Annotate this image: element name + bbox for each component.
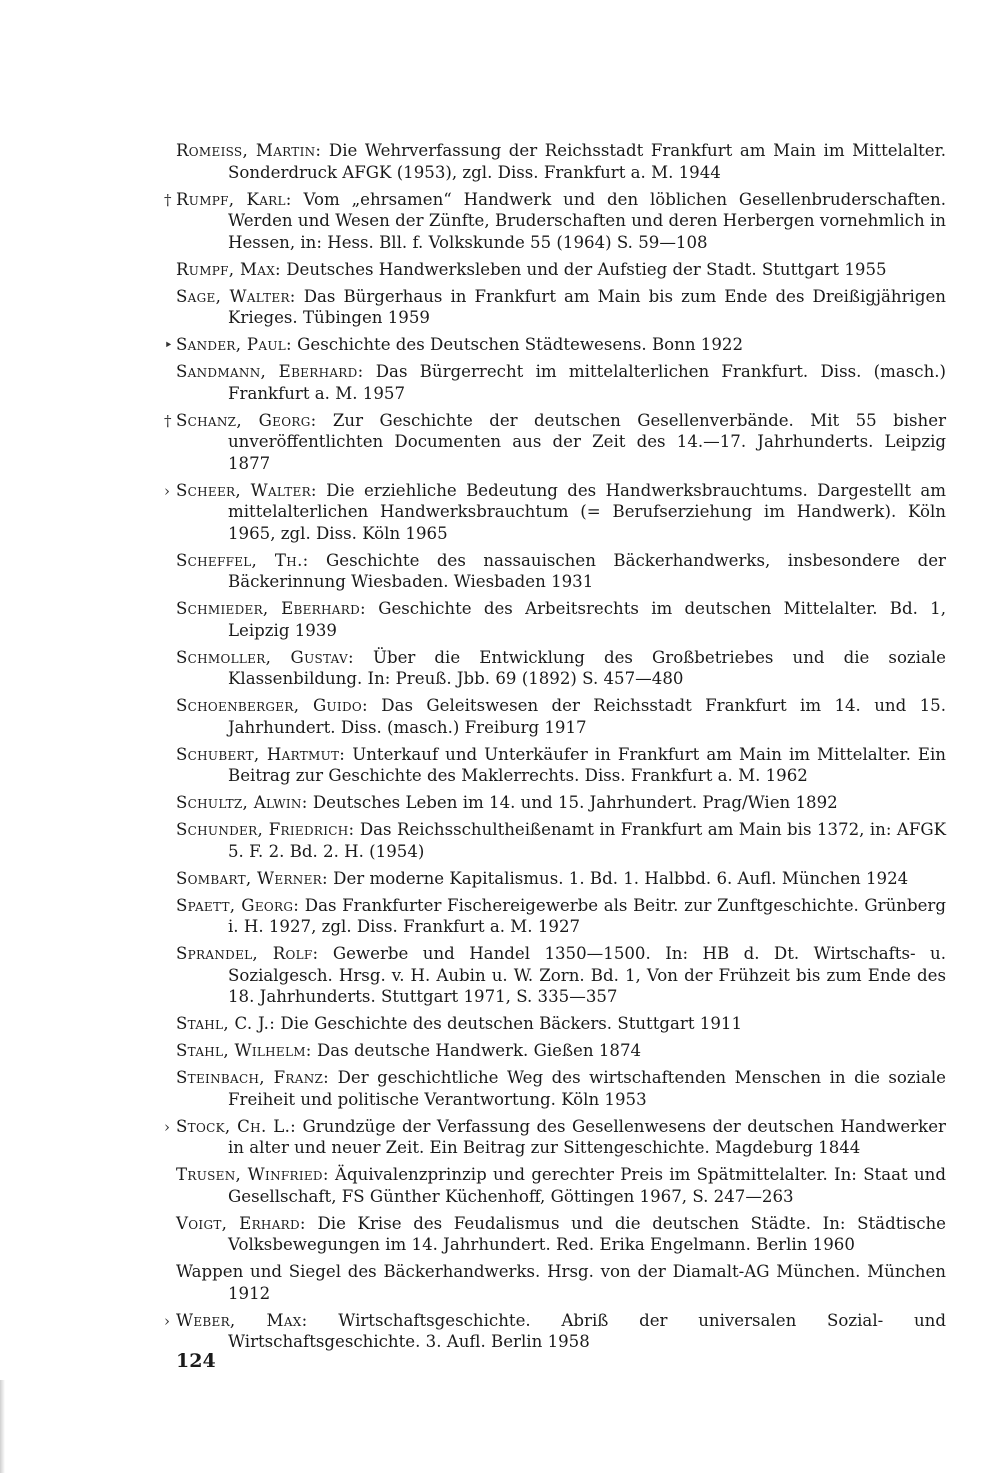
entry-text: Äquivalenzprinzip und gerechter Preis im Spätmittelalter. In: Staat und Gesellschaft, FS Günther Küchenhoff, Göttingen 1967, S. 247—263 bbox=[228, 1165, 946, 1206]
entry-author: Romeiss, Martin: bbox=[176, 141, 322, 160]
entry-author: Schunder, Friedrich: bbox=[176, 820, 355, 839]
entry-author: Sombart, Werner: bbox=[176, 868, 328, 888]
bibliography-entry bbox=[176, 1261, 946, 1304]
entry-author: Stahl, C. J.: bbox=[176, 1014, 276, 1033]
entry-text: Das Frankfurter Fischereigewerbe als Beitr. zur Zunftgeschichte. Grünberg i. H. 1927, zgl. Diss. Frankfurt a. M. 1927 bbox=[228, 895, 946, 936]
entry-text: Geschichte des nassauischen Bäckerhandwerks, insbesondere der Bäckerinnung Wiesbaden. Wiesbaden 1931 bbox=[228, 550, 946, 591]
bibliography-entry bbox=[176, 550, 946, 593]
bibliography-entry bbox=[176, 819, 946, 862]
bibliography-entry bbox=[176, 695, 946, 738]
entry-text: Das deutsche Handwerk. Gießen 1874 bbox=[311, 1041, 642, 1060]
bibliography-entry bbox=[176, 1164, 946, 1207]
bibliography-entry bbox=[176, 868, 946, 890]
entry-author: Stahl, Wilhelm: bbox=[176, 1041, 312, 1060]
bibliography-entry bbox=[176, 943, 946, 1008]
bibliography-entry bbox=[176, 598, 946, 641]
entry-text: Unterkauf und Unterkäufer in Frankfurt am Main im Mittelalter. Ein Beitrag zur Geschichte des Maklerrechts. Diss. Frankfurt a. M. 1962 bbox=[228, 744, 946, 785]
bibliography-entry bbox=[176, 895, 946, 938]
entry-text: Gewerbe und Handel 1350—1500. In: HB d. Dt. Wirtschafts- u. Sozialgesch. Hrsg. v. H. Aubin u. W. Zorn. Bd. 1, Von der Frühzeit bis zum Ende des 18. Jahrhunderts. Stuttgart 1971, S. 335—357 bbox=[228, 944, 946, 1006]
bibliography-entry bbox=[176, 1040, 946, 1062]
entry-text: Wappen und Siegel des Bäckerhandwerks. Hrsg. von der Diamalt-AG München. München 1912 bbox=[176, 1262, 946, 1303]
entry-text: Wirtschaftsgeschichte. Abriß der universalen Sozial- und Wirtschaftsgeschichte. 3. Aufl. Berlin 1958 bbox=[228, 1310, 946, 1351]
bibliography-entry bbox=[176, 1067, 946, 1110]
entry-author: Steinbach, Franz: bbox=[176, 1068, 330, 1087]
margin-mark: † bbox=[164, 190, 172, 209]
bibliography-entry bbox=[164, 410, 946, 475]
entry-text: Die Krise des Feudalismus und die deutschen Städte. In: Städtische Volksbewegungen im 14. Jahrhundert. Red. Erika Engelmann. Berlin 1960 bbox=[228, 1213, 946, 1254]
bibliography-entry bbox=[164, 334, 946, 356]
entry-text: Der geschichtliche Weg des wirtschaftenden Menschen in die soziale Freiheit und politische Verantwortung. Köln 1953 bbox=[228, 1068, 946, 1109]
bibliography-entry bbox=[176, 744, 946, 787]
entry-author: Sander, Paul: bbox=[176, 335, 292, 354]
entry-author: Voigt, Erhard: bbox=[176, 1213, 306, 1233]
entry-author: Rumpf, Karl: bbox=[176, 189, 292, 209]
entry-author: Sandmann, Eberhard: bbox=[176, 362, 364, 381]
entry-author: Sage, Walter: bbox=[176, 286, 296, 306]
entry-text: Deutsches Handwerksleben und der Aufstieg der Stadt. Stuttgart 1955 bbox=[280, 259, 887, 279]
entry-author: Sprandel, Rolf: bbox=[176, 944, 319, 963]
entry-text: Die Wehrverfassung der Reichsstadt Frankfurt am Main im Mittelalter. Sonderdruck AFGK (1953), zgl. Diss. Frankfurt a. M. 1944 bbox=[228, 141, 946, 182]
entry-author: Schmoller, Gustav: bbox=[176, 647, 354, 667]
page-number: 124 bbox=[176, 1350, 216, 1372]
entry-author: Spaett, Georg: bbox=[176, 895, 300, 915]
bibliography-entry bbox=[176, 140, 946, 183]
entry-text: Zur Geschichte der deutschen Gesellenverbände. Mit 55 bisher unveröffentlichten Documenten aus der Zeit des 14.—17. Jahrhunderts. Leipzig 1877 bbox=[228, 410, 946, 473]
entry-text: Grundzüge der Verfassung des Gesellenwesens der deutschen Handwerker in alter und neuer Zeit. Ein Beitrag zur Sittengeschichte. Magdeburg 1844 bbox=[228, 1116, 946, 1157]
entry-author: Scheer, Walter: bbox=[176, 480, 317, 500]
entry-author: Schultz, Alwin: bbox=[176, 793, 308, 812]
bibliography-entry bbox=[176, 1013, 946, 1035]
entry-author: Scheffel, Th.: bbox=[176, 550, 309, 570]
entry-text: Über die Entwicklung des Großbetriebes und die soziale Klassenbildung. In: Preuß. Jbb. 69 (1892) S. 457—480 bbox=[228, 647, 946, 688]
bibliography-list bbox=[164, 140, 946, 1358]
entry-text: Die erziehliche Bedeutung des Handwerksbrauchtums. Dargestellt am mittelalterlichen Handwerksbrauchtum (= Berufserziehung im Handwerk). Köln 1965, zgl. Diss. Köln 1965 bbox=[228, 480, 946, 543]
entry-text: Geschichte des Deutschen Städtewesens. Bonn 1922 bbox=[291, 335, 744, 354]
bibliography-entry bbox=[164, 480, 946, 545]
entry-text: Das Reichsschultheißenamt in Frankfurt am Main bis 1372, in: AFGK 5. F. 2. Bd. 2. H. (1954) bbox=[228, 820, 946, 861]
entry-author: Stock, Ch. L.: bbox=[176, 1116, 297, 1136]
margin-mark: ‣ bbox=[164, 336, 173, 354]
bibliography-entry bbox=[176, 1213, 946, 1256]
bibliography-entry bbox=[164, 189, 946, 254]
entry-text: Das Bürgerhaus in Frankfurt am Main bis zum Ende des Dreißigjährigen Krieges. Tübingen 1959 bbox=[228, 286, 946, 327]
bibliography-entry bbox=[176, 259, 946, 281]
scan-edge-shadow bbox=[0, 1380, 5, 1473]
entry-author: Schubert, Hartmut: bbox=[176, 744, 346, 764]
bibliography-entry bbox=[176, 647, 946, 690]
margin-mark: † bbox=[164, 411, 172, 430]
margin-mark: › bbox=[164, 1311, 170, 1330]
bibliography-entry bbox=[164, 1116, 946, 1159]
entry-author: Rumpf, Max: bbox=[176, 259, 281, 279]
entry-author: Schmieder, Eberhard: bbox=[176, 599, 366, 618]
entry-author: Schanz, Georg: bbox=[176, 410, 317, 430]
entry-text: Geschichte des Arbeitsrechts im deutschen Mittelalter. Bd. 1, Leipzig 1939 bbox=[228, 599, 946, 640]
margin-mark: › bbox=[164, 1117, 170, 1136]
entry-text: Der moderne Kapitalismus. 1. Bd. 1. Halbbd. 6. Aufl. München 1924 bbox=[327, 868, 909, 888]
bibliography-entry bbox=[176, 286, 946, 329]
bibliography-entry bbox=[176, 361, 946, 404]
entry-text: Deutsches Leben im 14. und 15. Jahrhundert. Prag/Wien 1892 bbox=[307, 793, 838, 812]
bibliography-entry bbox=[176, 792, 946, 814]
entry-text: Vom „ehrsamen“ Handwerk und den löblichen Gesellenbruderschaften. Werden und Wesen der Zünfte, Bruderschaften und deren Herbergen vornehmlich in Hessen, in: Hess. Bll. f. Volkskunde 55 (1964) S. 59—108 bbox=[228, 189, 946, 252]
entry-author: Weber, Max: bbox=[176, 1310, 308, 1330]
bibliography-entry bbox=[164, 1310, 946, 1353]
entry-author: Trusen, Winfried: bbox=[176, 1165, 329, 1184]
entry-author: Schoenberger, Guido: bbox=[176, 696, 368, 715]
entry-text: Die Geschichte des deutschen Bäckers. Stuttgart 1911 bbox=[275, 1014, 743, 1033]
margin-mark: › bbox=[164, 481, 170, 500]
entry-text: Das Geleitswesen der Reichsstadt Frankfurt im 14. und 15. Jahrhundert. Diss. (masch.) Freiburg 1917 bbox=[228, 696, 946, 737]
entry-text: Das Bürgerrecht im mittelalterlichen Frankfurt. Diss. (masch.) Frankfurt a. M. 1957 bbox=[228, 362, 946, 403]
